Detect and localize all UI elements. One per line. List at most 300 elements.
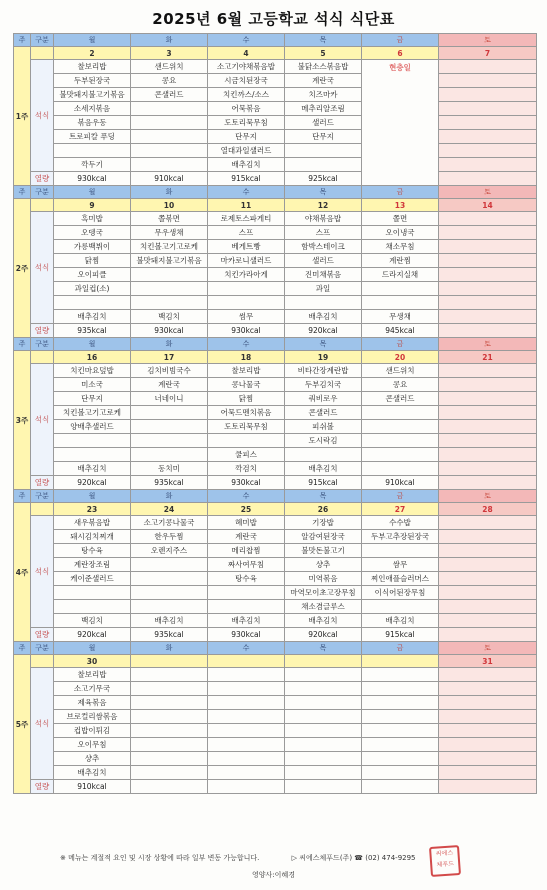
menu-item-cell: 도토리묵무침	[208, 420, 285, 434]
menu-item-cell: 브로컬리쌈볶음	[54, 710, 131, 724]
menu-item-cell: 썸무	[208, 310, 285, 324]
menu-item-cell: 배추김치	[208, 614, 285, 628]
date-cell: 11	[208, 199, 285, 212]
menu-item-cell: 도토리묵무침	[208, 116, 285, 130]
menu-item-cell: 돼시김치찌개	[54, 530, 131, 544]
menu-item-cell: 두부김치국	[285, 378, 362, 392]
week-label: 4주	[14, 503, 31, 642]
date-cell: 18	[208, 351, 285, 364]
day-header-cell: 금	[362, 642, 439, 655]
menu-item-cell: 계란장조림	[54, 558, 131, 572]
menu-row	[14, 392, 537, 406]
day-header-cell: 월	[54, 642, 131, 655]
calorie-cell	[285, 780, 362, 794]
menu-item-cell: 닭찜	[208, 392, 285, 406]
menu-row	[14, 668, 537, 682]
menu-item-cell	[439, 268, 537, 282]
calorie-cell: 920kcal	[54, 476, 131, 490]
date-cell: 20	[362, 351, 439, 364]
menu-item-cell	[362, 600, 439, 614]
menu-item-cell: 가릉백뷔이	[54, 240, 131, 254]
date-cell	[131, 655, 208, 668]
menu-item-cell: 샌드위치	[362, 364, 439, 378]
menu-item-cell: 배추김치	[54, 766, 131, 780]
company-seal-stamp: 씨에스 체푸드	[429, 845, 461, 877]
menu-item-cell: 배추김치	[54, 462, 131, 476]
menu-item-cell: 너네이니	[131, 392, 208, 406]
day-header-cell: 목	[285, 186, 362, 199]
menu-item-cell	[362, 682, 439, 696]
date-cell: 25	[208, 503, 285, 516]
menu-item-cell	[131, 696, 208, 710]
menu-item-cell	[54, 448, 131, 462]
menu-item-cell: 쿼비로우	[285, 392, 362, 406]
menu-item-cell: 쫄볶면	[131, 212, 208, 226]
menu-item-cell	[131, 102, 208, 116]
footer-note: ※ 메뉴는 계절적 요인 및 시장 상황에 따라 일부 변동 가능합니다.	[60, 854, 260, 862]
category-header-label: 구분	[31, 186, 54, 199]
menu-item-cell	[285, 296, 362, 310]
menu-row	[14, 614, 537, 628]
date-cell: 2	[54, 47, 131, 60]
menu-item-cell: 불맛돈불고기	[285, 544, 362, 558]
menu-item-cell: 콘샐러드	[131, 88, 208, 102]
menu-item-cell	[439, 544, 537, 558]
menu-row	[14, 572, 537, 586]
week-header-row	[14, 642, 537, 655]
menu-item-cell: 계란국	[285, 74, 362, 88]
menu-item-cell: 닭찜	[54, 254, 131, 268]
calorie-row	[14, 172, 537, 186]
date-cell: 30	[54, 655, 131, 668]
page-title: 2025년 6월 고등학교 석식 식단표	[152, 10, 395, 28]
menu-item-cell: 치즈마카	[285, 88, 362, 102]
menu-item-cell	[439, 462, 537, 476]
calorie-cell	[439, 780, 537, 794]
menu-item-cell	[131, 558, 208, 572]
week-label: 3주	[14, 351, 31, 490]
menu-item-cell: 볶음우동	[54, 116, 131, 130]
calorie-cell: 920kcal	[285, 324, 362, 338]
calorie-label: 열량	[31, 780, 54, 794]
menu-row	[14, 60, 537, 74]
menu-row	[14, 738, 537, 752]
menu-item-cell	[439, 102, 537, 116]
menu-row	[14, 406, 537, 420]
menu-item-cell: 두부고추장된장국	[362, 530, 439, 544]
menu-item-cell	[54, 434, 131, 448]
week-header-label: 주	[14, 34, 31, 47]
menu-row	[14, 544, 537, 558]
date-cell: 16	[54, 351, 131, 364]
menu-item-cell	[131, 600, 208, 614]
day-header-cell: 월	[54, 490, 131, 503]
menu-item-cell: 양배추샐러드	[54, 420, 131, 434]
menu-item-cell	[285, 752, 362, 766]
menu-item-cell: 샐러드	[285, 116, 362, 130]
menu-item-cell: 쿨피스	[208, 448, 285, 462]
date-cell: 21	[439, 351, 537, 364]
day-header-cell: 금	[362, 34, 439, 47]
day-header-cell: 월	[54, 338, 131, 351]
calorie-label: 열량	[31, 628, 54, 642]
menu-item-cell: 소고기무국	[54, 682, 131, 696]
calorie-cell: 945kcal	[362, 324, 439, 338]
calorie-cell: 920kcal	[285, 628, 362, 642]
week-header-row	[14, 338, 537, 351]
menu-item-cell	[439, 572, 537, 586]
menu-row	[14, 102, 537, 116]
menu-item-cell	[131, 710, 208, 724]
menu-item-cell	[208, 296, 285, 310]
day-header-cell: 수	[208, 34, 285, 47]
menu-item-cell: 소세지볶음	[54, 102, 131, 116]
calorie-row	[14, 628, 537, 642]
day-header-cell: 월	[54, 186, 131, 199]
menu-item-cell	[362, 696, 439, 710]
menu-item-cell: 컵밥이튀김	[54, 724, 131, 738]
menu-item-cell: 배추김치	[285, 310, 362, 324]
footer-note-line	[60, 853, 416, 863]
menu-item-cell	[439, 668, 537, 682]
menu-item-cell	[362, 738, 439, 752]
menu-item-cell	[131, 668, 208, 682]
menu-item-cell: 제육볶음	[54, 696, 131, 710]
date-cell: 12	[285, 199, 362, 212]
menu-item-cell	[439, 752, 537, 766]
menu-item-cell: 콩나물국	[208, 378, 285, 392]
menu-item-cell	[439, 586, 537, 600]
menu-item-cell	[131, 130, 208, 144]
menu-item-cell	[362, 710, 439, 724]
day-header-cell: 화	[131, 34, 208, 47]
holiday-cell: 현충일	[362, 60, 439, 186]
menu-item-cell: 수수밥	[362, 516, 439, 530]
calorie-cell: 915kcal	[285, 476, 362, 490]
menu-item-cell	[439, 240, 537, 254]
menu-item-cell	[285, 668, 362, 682]
menu-item-cell	[285, 738, 362, 752]
calorie-cell	[208, 780, 285, 794]
menu-row	[14, 378, 537, 392]
menu-item-cell	[208, 738, 285, 752]
menu-item-cell	[362, 434, 439, 448]
menu-item-cell	[208, 696, 285, 710]
menu-item-cell: 과일	[285, 282, 362, 296]
menu-item-cell: 트로피칼 푸딩	[54, 130, 131, 144]
day-header-cell: 수	[208, 642, 285, 655]
menu-item-cell: 기장밥	[285, 516, 362, 530]
menu-item-cell: 배추김치	[362, 614, 439, 628]
menu-item-cell: 오뎅국	[54, 226, 131, 240]
week-header-label: 주	[14, 490, 31, 503]
menu-item-cell	[439, 226, 537, 240]
menu-item-cell: 피쉬볼	[285, 420, 362, 434]
menu-item-cell	[439, 516, 537, 530]
calorie-cell: 935kcal	[131, 628, 208, 642]
menu-item-cell	[131, 448, 208, 462]
menu-item-cell	[362, 724, 439, 738]
date-row-label	[31, 503, 54, 516]
week-header-label: 주	[14, 186, 31, 199]
menu-item-cell: 메추리알조림	[285, 102, 362, 116]
week-label: 5주	[14, 655, 31, 794]
menu-item-cell: 샹추	[285, 558, 362, 572]
calorie-label: 열량	[31, 324, 54, 338]
menu-item-cell	[285, 448, 362, 462]
menu-item-cell: 깍검치	[208, 462, 285, 476]
menu-item-cell: 채소무침	[362, 240, 439, 254]
menu-item-cell	[131, 116, 208, 130]
menu-item-cell	[285, 144, 362, 158]
menu-row	[14, 88, 537, 102]
menu-item-cell	[439, 212, 537, 226]
calorie-cell: 915kcal	[362, 628, 439, 642]
menu-item-cell: 치킨볼고기고로케	[131, 240, 208, 254]
menu-item-cell: 계란국	[131, 378, 208, 392]
menu-item-cell: 무우생채	[131, 226, 208, 240]
menu-item-cell	[285, 710, 362, 724]
menu-item-cell: 오이피클	[54, 268, 131, 282]
menu-item-cell	[362, 282, 439, 296]
calorie-cell: 930kcal	[208, 476, 285, 490]
calorie-cell	[362, 780, 439, 794]
meal-type-label: 석식	[31, 668, 54, 780]
day-header-cell: 토	[439, 34, 537, 47]
menu-item-cell: 단무지	[285, 130, 362, 144]
menu-item-cell	[131, 296, 208, 310]
calorie-cell: 910kcal	[131, 172, 208, 186]
date-cell: 28	[439, 503, 537, 516]
menu-item-cell	[131, 572, 208, 586]
day-header-cell: 토	[439, 338, 537, 351]
menu-item-cell	[439, 530, 537, 544]
week-label: 1주	[14, 47, 31, 186]
calorie-cell	[439, 628, 537, 642]
menu-row	[14, 240, 537, 254]
menu-item-cell	[439, 60, 537, 74]
calorie-row	[14, 324, 537, 338]
menu-row	[14, 448, 537, 462]
day-header-cell: 목	[285, 490, 362, 503]
date-cell: 17	[131, 351, 208, 364]
menu-item-cell	[208, 600, 285, 614]
menu-item-cell	[439, 420, 537, 434]
menu-item-cell: 단무지	[208, 130, 285, 144]
menu-item-cell: 오렌지주스	[131, 544, 208, 558]
menu-item-cell: 찰보리밥	[54, 668, 131, 682]
menu-item-cell: 미역볶음	[285, 572, 362, 586]
date-cell	[285, 655, 362, 668]
menu-item-cell	[362, 296, 439, 310]
menu-item-cell	[208, 724, 285, 738]
date-cell: 3	[131, 47, 208, 60]
calorie-cell: 930kcal	[208, 324, 285, 338]
menu-item-cell: 치킨볼고기고로케	[54, 406, 131, 420]
menu-item-cell: 오이무침	[54, 738, 131, 752]
menu-item-cell	[439, 116, 537, 130]
menu-item-cell: 백김치	[131, 310, 208, 324]
menu-item-cell: 케이준샐러드	[54, 572, 131, 586]
menu-row	[14, 116, 537, 130]
date-cell: 13	[362, 199, 439, 212]
date-cell: 4	[208, 47, 285, 60]
date-row-label	[31, 351, 54, 364]
menu-item-cell	[208, 434, 285, 448]
menu-row	[14, 268, 537, 282]
week-label: 2주	[14, 199, 31, 338]
menu-item-cell: 채소겸글루스	[285, 600, 362, 614]
menu-item-cell: 오이냉국	[362, 226, 439, 240]
menu-item-cell	[131, 766, 208, 780]
week-header-label: 주	[14, 642, 31, 655]
menu-row	[14, 462, 537, 476]
menu-item-cell: 불닭소스볶음밥	[285, 60, 362, 74]
menu-item-cell: 탕수육	[54, 544, 131, 558]
calorie-row	[14, 476, 537, 490]
calorie-label: 열량	[31, 172, 54, 186]
menu-item-cell	[439, 158, 537, 172]
category-header-label: 구분	[31, 642, 54, 655]
nutritionist-name: 영양사:이혜경	[252, 871, 295, 879]
date-row	[14, 655, 537, 668]
menu-item-cell: 무생채	[362, 310, 439, 324]
day-header-cell: 수	[208, 338, 285, 351]
menu-row	[14, 310, 537, 324]
menu-item-cell	[285, 724, 362, 738]
menu-item-cell: 두부된장국	[54, 74, 131, 88]
menu-item-cell	[208, 586, 285, 600]
menu-item-cell: 미소국	[54, 378, 131, 392]
menu-row	[14, 420, 537, 434]
menu-item-cell: 불맛돼지불고기볶음	[54, 88, 131, 102]
menu-item-cell: 동치미	[131, 462, 208, 476]
menu-item-cell	[131, 752, 208, 766]
menu-item-cell	[131, 724, 208, 738]
calorie-cell	[439, 476, 537, 490]
calorie-cell: 910kcal	[54, 780, 131, 794]
menu-row	[14, 212, 537, 226]
menu-item-cell	[439, 724, 537, 738]
calorie-cell: 920kcal	[54, 628, 131, 642]
date-cell: 6	[362, 47, 439, 60]
menu-item-cell	[439, 766, 537, 780]
menu-item-cell	[439, 600, 537, 614]
calorie-cell: 935kcal	[131, 476, 208, 490]
menu-row	[14, 364, 537, 378]
menu-item-cell	[285, 158, 362, 172]
menu-item-cell	[439, 558, 537, 572]
menu-item-cell	[208, 668, 285, 682]
date-row	[14, 47, 537, 60]
menu-row	[14, 282, 537, 296]
menu-item-cell: 스프	[285, 226, 362, 240]
menu-row	[14, 696, 537, 710]
day-header-cell: 목	[285, 338, 362, 351]
menu-item-cell	[439, 738, 537, 752]
menu-item-cell: 소고기콩나물국	[131, 516, 208, 530]
menu-item-cell	[208, 282, 285, 296]
menu-item-cell	[439, 130, 537, 144]
menu-item-cell	[131, 406, 208, 420]
meal-type-label: 석식	[31, 60, 54, 172]
menu-item-cell: 배추김치	[285, 614, 362, 628]
day-header-cell: 토	[439, 186, 537, 199]
week-header-label: 주	[14, 338, 31, 351]
menu-item-cell	[131, 682, 208, 696]
menu-item-cell: 치킨마요덮밥	[54, 364, 131, 378]
day-header-cell: 금	[362, 338, 439, 351]
menu-item-cell	[439, 88, 537, 102]
menu-item-cell: 진미채볶음	[285, 268, 362, 282]
menu-item-cell: 마역모이초고장무침	[285, 586, 362, 600]
menu-item-cell: 쫄면	[362, 212, 439, 226]
menu-item-cell	[285, 682, 362, 696]
menu-item-cell	[131, 434, 208, 448]
date-cell: 31	[439, 655, 537, 668]
menu-row	[14, 158, 537, 172]
meal-type-label: 석식	[31, 364, 54, 476]
menu-item-cell: 베게트빵	[208, 240, 285, 254]
day-header-cell: 목	[285, 34, 362, 47]
menu-item-cell	[362, 752, 439, 766]
date-cell: 10	[131, 199, 208, 212]
date-cell: 7	[439, 47, 537, 60]
menu-row	[14, 530, 537, 544]
menu-item-cell	[362, 668, 439, 682]
menu-item-cell: 샌드위치	[131, 60, 208, 74]
date-row-label	[31, 47, 54, 60]
day-header-cell: 화	[131, 338, 208, 351]
menu-item-cell: 치킨가라아게	[208, 268, 285, 282]
menu-item-cell: 마카로니샐러드	[208, 254, 285, 268]
menu-item-cell: 계란국	[208, 530, 285, 544]
menu-item-cell	[439, 696, 537, 710]
menu-item-cell	[362, 462, 439, 476]
calorie-cell: 935kcal	[54, 324, 131, 338]
menu-item-cell: 콩요	[131, 74, 208, 88]
menu-item-cell: 소고기야채볶음밥	[208, 60, 285, 74]
calorie-cell: 930kcal	[208, 628, 285, 642]
date-cell: 19	[285, 351, 362, 364]
menu-item-cell	[131, 282, 208, 296]
menu-item-cell: 이식어된장무침	[362, 586, 439, 600]
menu-item-cell	[54, 144, 131, 158]
menu-row	[14, 434, 537, 448]
menu-row	[14, 296, 537, 310]
date-cell	[362, 655, 439, 668]
menu-item-cell	[439, 392, 537, 406]
day-header-cell: 수	[208, 490, 285, 503]
date-cell: 5	[285, 47, 362, 60]
menu-row	[14, 600, 537, 614]
calorie-cell: 925kcal	[285, 172, 362, 186]
menu-item-cell	[131, 420, 208, 434]
date-row	[14, 199, 537, 212]
menu-item-cell: 한우두찜	[131, 530, 208, 544]
menu-item-cell	[54, 296, 131, 310]
date-cell: 27	[362, 503, 439, 516]
menu-item-cell: 배추김치	[285, 462, 362, 476]
menu-item-cell	[131, 158, 208, 172]
category-header-label: 구분	[31, 338, 54, 351]
menu-item-cell: 콘샐러드	[362, 392, 439, 406]
menu-item-cell: 혜미밥	[208, 516, 285, 530]
menu-table	[13, 33, 537, 794]
date-row-label	[31, 655, 54, 668]
menu-item-cell: 찌인애플슬러머스	[362, 572, 439, 586]
date-row-label	[31, 199, 54, 212]
